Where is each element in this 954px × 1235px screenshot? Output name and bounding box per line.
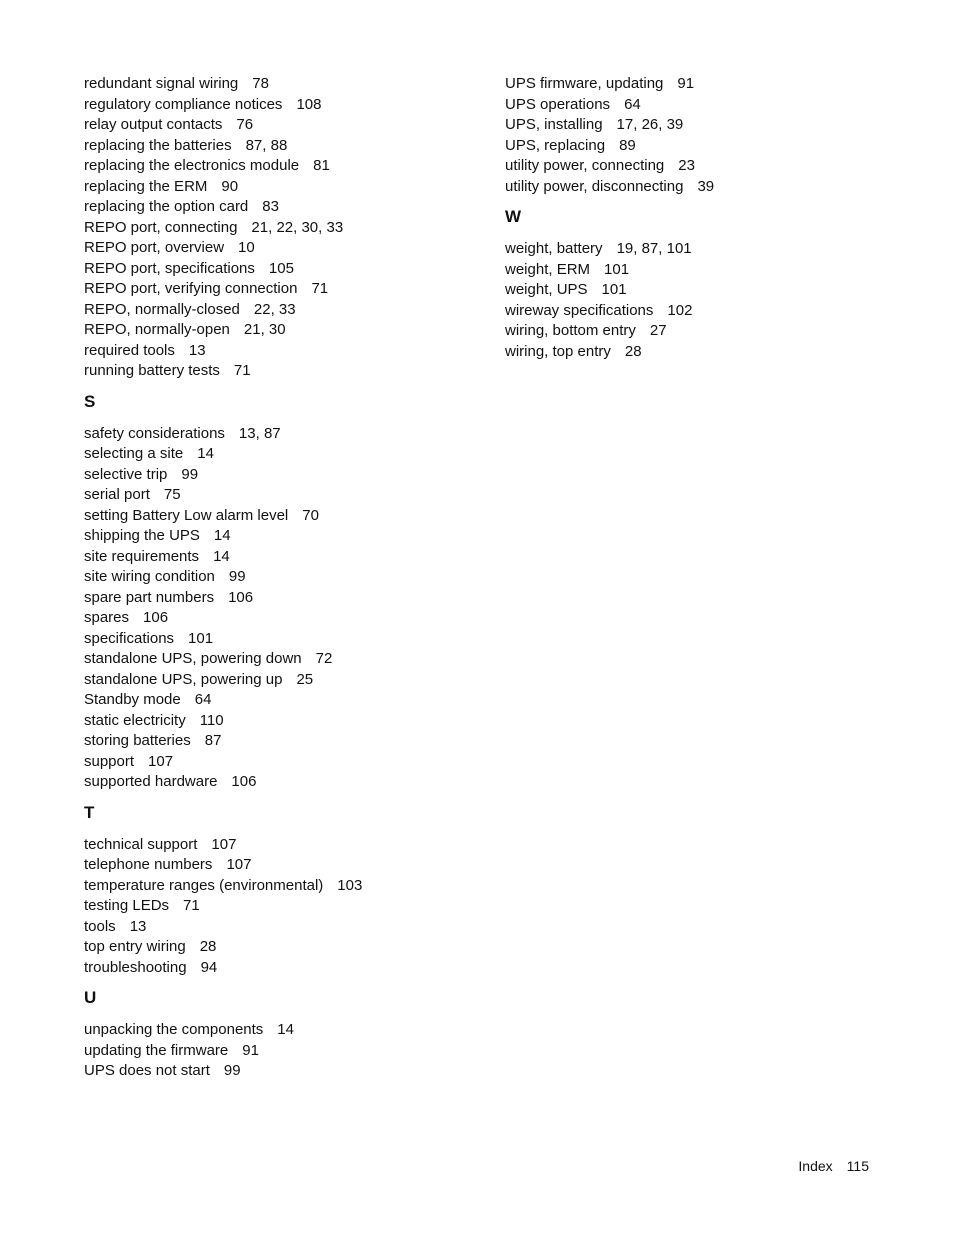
index-page-refs: 14 xyxy=(213,527,231,544)
index-page-refs: 17, 26, 39 xyxy=(616,116,684,133)
index-page-refs: 28 xyxy=(199,938,217,955)
index-term: unpacking the components xyxy=(84,1021,264,1038)
index-entry xyxy=(84,876,484,897)
index-entry xyxy=(84,958,484,979)
index-entry xyxy=(84,444,484,465)
index-entry xyxy=(84,567,484,588)
index-term: spares xyxy=(84,609,130,626)
index-entry xyxy=(84,752,484,773)
index-entry xyxy=(84,177,484,198)
index-term: site wiring condition xyxy=(84,568,215,585)
index-page-refs: 76 xyxy=(236,116,254,133)
index-page-refs: 108 xyxy=(296,95,322,113)
index-entry xyxy=(84,629,484,650)
index-page-refs: 71 xyxy=(183,897,200,914)
index-page-refs: 71 xyxy=(233,362,251,379)
index-term: UPS, replacing xyxy=(505,136,606,154)
index-term: technical support xyxy=(84,835,198,853)
index-term: required tools xyxy=(84,341,175,359)
index-page-refs: 64 xyxy=(624,95,641,113)
index-term: wiring, bottom entry xyxy=(505,322,636,339)
index-page-refs: 13, 87 xyxy=(238,424,281,442)
index-term: standalone UPS, powering up xyxy=(84,670,283,688)
index-term: site requirements xyxy=(84,547,200,565)
index-term: selecting a site xyxy=(84,445,184,462)
index-entry xyxy=(84,218,484,239)
index-term: UPS firmware, updating xyxy=(505,75,664,92)
index-entry xyxy=(84,465,484,486)
index-entry xyxy=(84,74,484,95)
index-term: REPO, normally-closed xyxy=(84,300,240,318)
index-entry xyxy=(84,320,484,341)
index-page-refs: 91 xyxy=(242,1041,259,1059)
index-page-refs: 19, 87, 101 xyxy=(616,240,692,257)
index-term: relay output contacts xyxy=(84,116,223,133)
index-entry xyxy=(505,177,905,198)
index-term: REPO, normally-open xyxy=(84,321,230,338)
index-term: replacing the ERM xyxy=(84,177,208,195)
index-entry xyxy=(84,506,484,527)
index-term: UPS does not start xyxy=(84,1062,210,1079)
index-page-refs: 105 xyxy=(268,259,294,277)
index-page-refs: 94 xyxy=(200,958,218,976)
index-entry xyxy=(505,260,905,281)
index-page-refs: 81 xyxy=(313,157,330,174)
index-term: replacing the electronics module xyxy=(84,157,300,174)
index-term: testing LEDs xyxy=(84,897,170,914)
index-entry xyxy=(84,937,484,958)
index-page-refs: 107 xyxy=(226,856,252,873)
index-entry xyxy=(84,917,484,938)
index-section-letter: U xyxy=(84,988,97,1007)
index-term: top entry wiring xyxy=(84,938,186,955)
index-section-letter: W xyxy=(505,207,522,226)
index-term: Standby mode xyxy=(84,691,181,708)
index-entry xyxy=(505,115,905,136)
index-term: telephone numbers xyxy=(84,856,213,873)
index-page-refs: 64 xyxy=(194,691,212,708)
index-entry xyxy=(84,670,484,691)
index-term: support xyxy=(84,752,135,770)
index-term: safety considerations xyxy=(84,424,225,442)
index-term: spare part numbers xyxy=(84,588,215,606)
index-entry xyxy=(84,115,484,136)
index-term: supported hardware xyxy=(84,773,218,790)
index-entry xyxy=(84,95,484,116)
index-entry xyxy=(505,301,905,322)
index-page-refs: 87 xyxy=(204,732,222,749)
index-page-refs: 75 xyxy=(163,486,181,503)
index-entry xyxy=(84,1061,484,1082)
index-entry xyxy=(84,526,484,547)
index-entry xyxy=(84,711,484,732)
index-entry xyxy=(505,136,905,157)
index-page-refs: 107 xyxy=(148,752,174,770)
index-entry xyxy=(505,74,905,95)
index-entry xyxy=(84,341,484,362)
index-term: weight, ERM xyxy=(505,260,591,278)
index-entry xyxy=(84,896,484,917)
index-term: setting Battery Low alarm level xyxy=(84,506,289,524)
index-page-refs: 78 xyxy=(252,75,269,92)
index-page-refs: 71 xyxy=(311,280,329,297)
index-term: replacing the batteries xyxy=(84,136,232,154)
index-entry xyxy=(84,279,484,300)
index-column-right xyxy=(505,74,905,362)
index-entry xyxy=(84,156,484,177)
index-page-refs: 72 xyxy=(315,650,333,667)
index-term: REPO port, specifications xyxy=(84,259,255,277)
index-section-letter: S xyxy=(84,391,96,411)
index-page-refs: 99 xyxy=(228,568,246,585)
index-page-refs: 99 xyxy=(223,1062,241,1079)
index-entry xyxy=(84,835,484,856)
index-entry xyxy=(84,855,484,876)
index-entry xyxy=(84,259,484,280)
index-term: utility power, disconnecting xyxy=(505,177,684,195)
index-page-refs: 99 xyxy=(181,465,199,483)
index-page-refs: 10 xyxy=(238,239,255,256)
index-entry xyxy=(505,321,905,342)
index-term: specifications xyxy=(84,629,175,647)
index-term: REPO port, verifying connection xyxy=(84,280,298,297)
index-term: utility power, connecting xyxy=(505,157,665,174)
index-page-refs: 90 xyxy=(221,177,239,195)
index-page-refs: 21, 30 xyxy=(243,321,286,338)
index-page-refs: 106 xyxy=(143,609,169,626)
index-page-refs: 14 xyxy=(277,1021,294,1038)
index-page-refs: 13 xyxy=(188,341,206,359)
index-page-refs: 107 xyxy=(211,835,237,853)
index-term: shipping the UPS xyxy=(84,527,200,544)
index-page-refs: 23 xyxy=(678,157,695,174)
index-term: standalone UPS, powering down xyxy=(84,650,302,667)
index-term: UPS operations xyxy=(505,95,611,113)
index-term: weight, battery xyxy=(505,240,603,257)
index-page-refs: 14 xyxy=(197,445,214,462)
index-page-refs: 110 xyxy=(199,711,224,729)
index-entry xyxy=(84,772,484,793)
index-page-refs: 91 xyxy=(677,75,695,92)
index-entry xyxy=(505,342,905,363)
index-entry xyxy=(84,136,484,157)
index-page-refs: 106 xyxy=(231,773,257,790)
index-page-refs: 22, 33 xyxy=(253,300,296,318)
index-page-refs: 101 xyxy=(188,629,214,647)
index-entry xyxy=(505,156,905,177)
index-entry xyxy=(84,649,484,670)
index-entry xyxy=(84,197,484,218)
index-term: replacing the option card xyxy=(84,198,249,215)
index-term: static electricity xyxy=(84,711,186,729)
index-entry xyxy=(84,424,484,445)
index-entry xyxy=(84,300,484,321)
index-term: updating the firmware xyxy=(84,1041,229,1059)
index-entry xyxy=(505,95,905,116)
index-page-refs: 70 xyxy=(302,506,319,524)
index-page-refs: 21, 22, 30, 33 xyxy=(251,218,344,236)
index-entry xyxy=(84,361,484,382)
index-term: troubleshooting xyxy=(84,958,187,976)
index-page-refs: 39 xyxy=(697,177,715,195)
index-term: serial port xyxy=(84,486,150,503)
index-term: storing batteries xyxy=(84,732,191,749)
index-page-refs: 102 xyxy=(667,301,693,319)
index-page-refs: 14 xyxy=(213,547,230,565)
index-term: redundant signal wiring xyxy=(84,75,239,92)
index-entry xyxy=(84,690,484,711)
index-page-refs: 89 xyxy=(619,136,636,154)
index-term: running battery tests xyxy=(84,362,220,379)
index-page-refs: 101 xyxy=(601,281,627,298)
index-page-refs: 83 xyxy=(262,198,279,215)
index-page-refs: 28 xyxy=(624,342,642,360)
index-entry xyxy=(505,239,905,260)
index-column-left xyxy=(84,74,484,1082)
page-footer xyxy=(798,1158,869,1174)
page-number: 115 xyxy=(846,1158,869,1174)
index-section-letter: T xyxy=(84,802,95,822)
index-entry xyxy=(84,608,484,629)
index-entry xyxy=(84,731,484,752)
index-term: REPO port, overview xyxy=(84,239,225,256)
index-entry xyxy=(84,1020,484,1041)
index-term: weight, UPS xyxy=(505,281,588,298)
index-term: wireway specifications xyxy=(505,301,654,319)
index-page-refs: 101 xyxy=(604,260,630,278)
index-entry xyxy=(84,588,484,609)
index-term: wiring, top entry xyxy=(505,342,611,360)
index-entry xyxy=(505,280,905,301)
index-page-refs: 103 xyxy=(337,876,363,894)
index-term: selective trip xyxy=(84,465,168,483)
index-entry xyxy=(84,238,484,259)
index-entry xyxy=(84,485,484,506)
index-term: regulatory compliance notices xyxy=(84,95,283,113)
index-term: UPS, installing xyxy=(505,116,603,133)
index-page-refs: 27 xyxy=(649,322,667,339)
index-term: tools xyxy=(84,917,116,935)
footer-section-label: Index xyxy=(798,1158,833,1174)
index-term: REPO port, connecting xyxy=(84,218,238,236)
index-entry xyxy=(84,1041,484,1062)
index-page-refs: 87, 88 xyxy=(245,136,288,154)
index-page-refs: 106 xyxy=(228,588,254,606)
index-entry xyxy=(84,547,484,568)
index-term: temperature ranges (environmental) xyxy=(84,876,324,894)
index-page-refs: 25 xyxy=(296,670,314,688)
index-page-refs: 13 xyxy=(129,917,147,935)
